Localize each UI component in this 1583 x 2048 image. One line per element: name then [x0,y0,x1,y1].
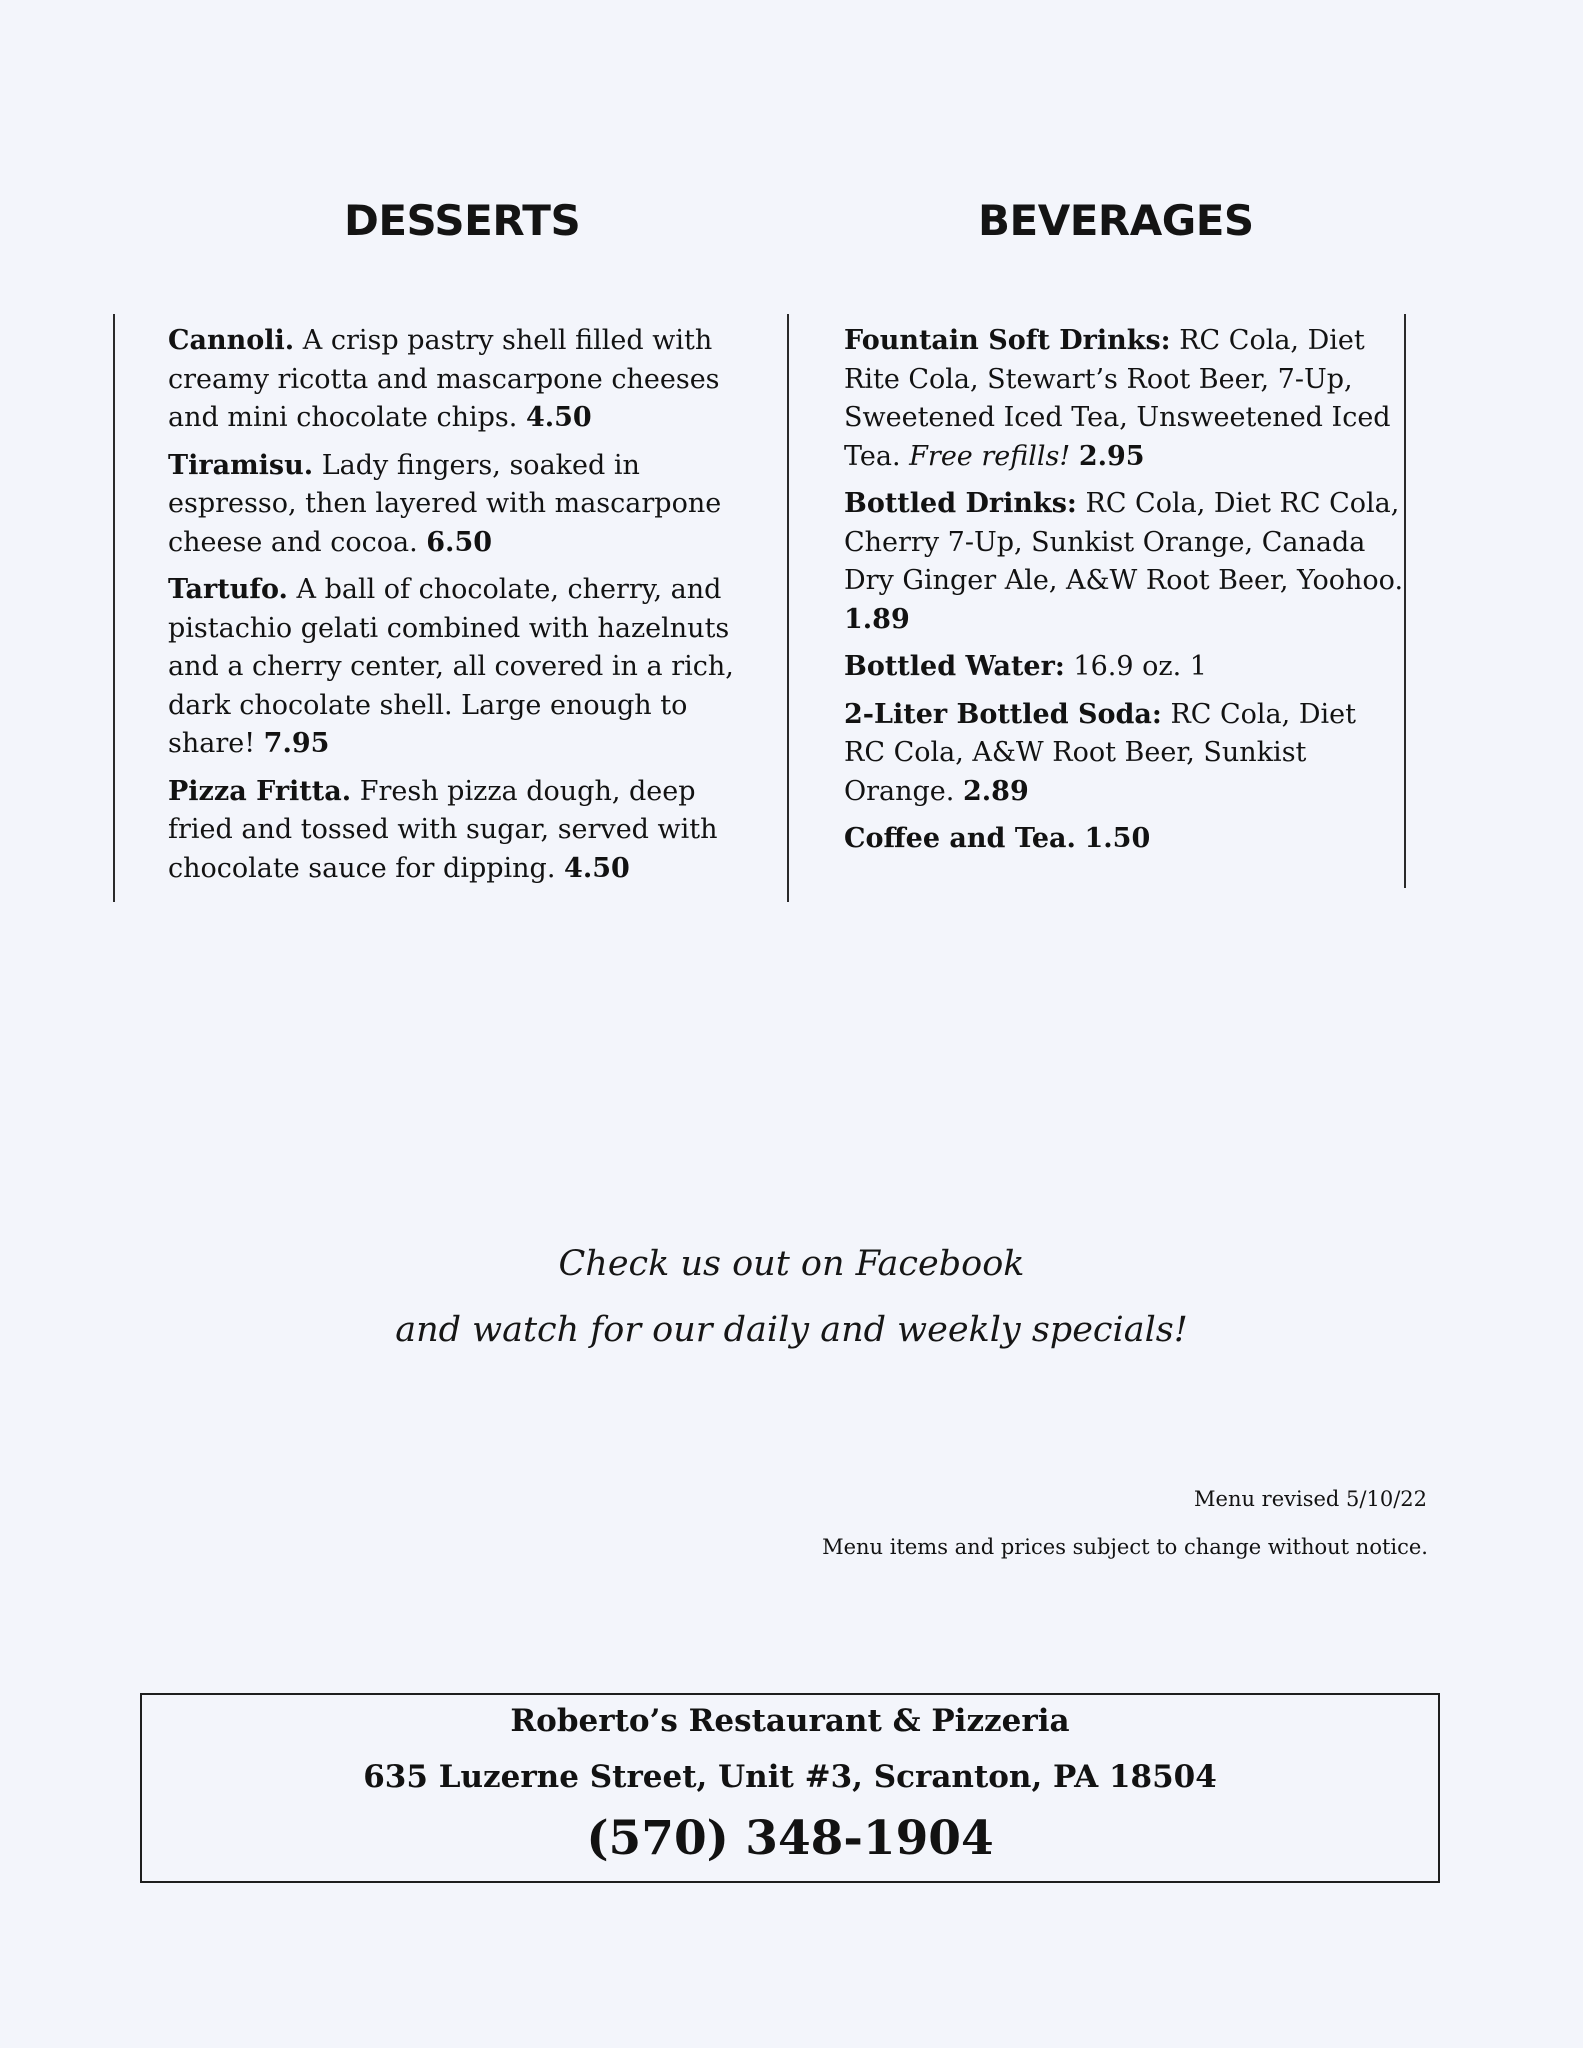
item-desc: RC Cola, Diet Rite Cola, Stewart’s Root Beer, 7-Up, Sweetened Iced Tea, Unsweetened Iced Tea. [844,325,1391,472]
item-price: 1 [1189,651,1207,682]
item-price: 1.89 [844,603,910,635]
item-name: 2-Liter Bottled Soda: [844,698,1162,730]
beverage-item-bottled-water [844,648,1404,687]
item-name: Tiramisu. [168,449,314,481]
beverages-heading: BEVERAGES [978,196,1254,245]
item-desc: Lady fingers, soaked in espresso, then layered with mascarpone cheese and cocoa. [168,449,722,558]
dessert-item-pizza-fritta [168,773,734,889]
item-desc: RC Cola, Diet RC Cola, Cherry 7-Up, Sunkist Orange, Canada Dry Ginger Ale, A&W Root Beer, Yoohoo. [844,488,1404,596]
item-price: 1.50 [1084,823,1151,854]
item-price: 2.89 [962,775,1029,807]
beverage-item-fountain [844,322,1404,476]
item-desc: A crisp pastry shell filled with creamy ricotta and mascarpone cheeses and mini chocolate chips. [168,325,720,433]
item-price: 4.50 [525,402,592,433]
item-desc: A ball of chocolate, cherry, and pistachio gelati combined with hazelnuts and a cherry center, all covered in a rich, dark chocolate shell. Large enough to share! [168,574,734,759]
left-divider [113,314,115,902]
item-price: 7.95 [263,728,330,759]
price-disclaimer: Menu items and prices subject to change without notice. [822,1535,1428,1559]
item-desc: 16.9 oz. [1073,651,1182,682]
item-price: 6.50 [426,526,493,558]
item-name: Fountain Soft Drinks: [844,325,1171,356]
item-name: Bottled Drinks: [844,488,1077,519]
item-extra: Free refills! [909,440,1071,472]
specials-promo-line: and watch for our daily and weekly specials! [395,1310,1188,1350]
restaurant-name: Roberto’s Restaurant & Pizzeria [510,1703,1070,1739]
item-name: Bottled Water: [844,651,1065,682]
item-name: Coffee and Tea. [844,823,1076,854]
beverages-list [844,322,1404,868]
item-price: 2.95 [1078,440,1145,472]
desserts-list [168,322,734,897]
item-name: Tartufo. [168,574,288,605]
menu-revised-note: Menu revised 5/10/22 [1194,1487,1427,1511]
dessert-item-cannoli [168,322,734,438]
center-divider [787,314,789,902]
restaurant-info-box [140,1693,1440,1883]
restaurant-address: 635 Luzerne Street, Unit #3, Scranton, PA 18504 [363,1759,1217,1795]
facebook-promo-line: Check us out on Facebook [558,1244,1025,1284]
beverage-item-2-liter-soda [844,696,1404,812]
desserts-heading: DESSERTS [344,196,581,245]
beverage-item-coffee-tea [844,820,1404,859]
item-price: 4.50 [564,852,630,884]
item-name: Cannoli. [168,325,295,356]
restaurant-phone: (570) 348-1904 [586,1811,994,1866]
right-divider [1404,314,1406,888]
item-name: Pizza Fritta. [168,775,352,807]
beverage-item-bottled-drinks [844,485,1404,639]
dessert-item-tartufo [168,571,734,764]
item-desc: RC Cola, Diet RC Cola, A&W Root Beer, Sunkist Orange. [844,698,1356,807]
item-desc: Fresh pizza dough, deep fried and tossed with sugar, served with chocolate sauce for dipping. [168,775,718,884]
dessert-item-tiramisu [168,447,734,563]
